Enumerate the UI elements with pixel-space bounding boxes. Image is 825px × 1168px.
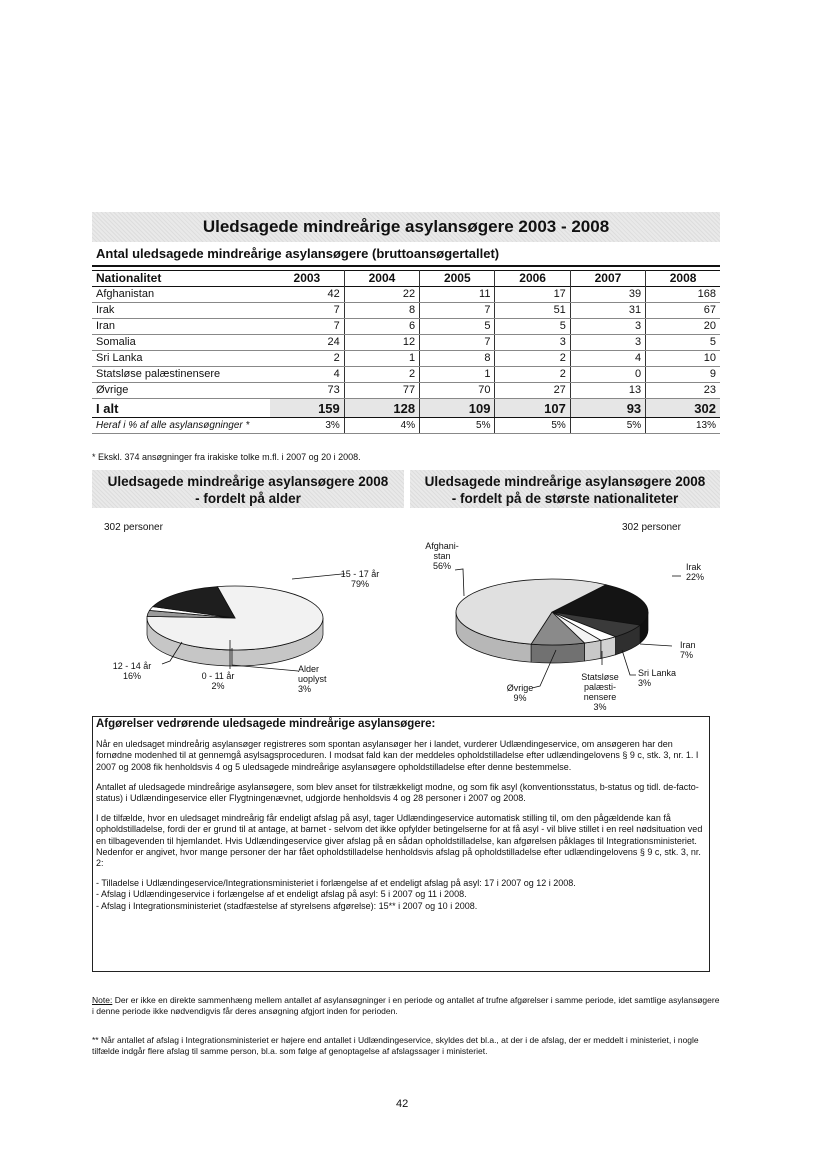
table-cell: 27 [495,383,570,399]
table-cell: 13% [646,418,720,434]
table-cell: 3 [495,335,570,351]
table-cell: 159 [270,399,344,418]
table-row [92,418,720,434]
table-cell: 10 [646,351,720,367]
row-label: Sri Lanka [92,351,270,367]
table-cell: 8 [420,351,495,367]
section-heading: Afgørelser vedrørende uledsagede mindreårige asylansøgere: [96,718,436,730]
paragraph: Når en uledsaget mindreårig asylansøger registreres som spontan asylansøger her i landet, vurderer Udlændingeservice, om ansøgeren har den fornødne modenhed til at gennemgå asylsagsproceduren. I modsat fald kan der meddeles opholdstilladelse efter udlændingelovens § 9 c, stk. 3, nr. 1. I 2007 og 2008 fik henholdsvis 4 og 5 uledsagede mindreårige asylansøgere opholdstilladelse efter denne bestemmelse. [96,739,699,772]
table-cell: 4 [270,367,344,383]
column-header: 2004 [344,271,419,287]
chart-title-line: Uledsagede mindreårige asylansøgere 2008 [424,474,706,489]
table-cell: 77 [344,383,419,399]
table-footnote: * Ekskl. 374 ansøgninger fra irakiske tolke m.fl. i 2007 og 20 i 2008. [92,452,361,462]
table-cell: 5 [646,335,720,351]
table-row [92,287,720,303]
table-cell: 93 [570,399,645,418]
column-header: 2005 [420,271,495,287]
slice-label: 0 - 11 år 2% [201,671,235,691]
table-subtitle: Antal uledsagede mindreårige asylansøgere (bruttoansøgertallet) [96,246,500,261]
table-row [92,335,720,351]
leader-line [292,574,345,579]
table-cell: 8 [344,303,419,319]
slice-label: 15 - 17 år 79% [340,569,380,589]
note-paragraph [92,995,720,1017]
row-label: Heraf i % af alle asylansøgninger * [92,418,270,434]
list-item: - Afslag i Integrationsministeriet (stadfæstelse af styrelsens afgørelse): 15** i 2007 og 10 i 2008. [96,901,706,912]
chart-title-line: Uledsagede mindreårige asylansøgere 2008 [107,474,389,489]
leader-line [640,644,672,646]
note-label: Note: [92,995,113,1005]
age-pie-chart [92,540,404,710]
nationality-pie-chart [410,538,722,716]
table-row [92,367,720,383]
slice-label: Alder uoplyst 3% [298,664,327,694]
row-label: Somalia [92,335,270,351]
chart-total-label: 302 personer [622,522,681,533]
row-label: Irak [92,303,270,319]
table-cell: 5% [495,418,570,434]
slice-label: Øvrige 9% [506,683,534,703]
table-cell: 11 [420,287,495,303]
chart-title-line: - fordelt på alder [195,491,301,506]
table-cell: 302 [646,399,720,418]
row-label: Øvrige [92,383,270,399]
table-row [92,383,720,399]
pie-slice-shade [585,640,601,661]
table-cell: 128 [344,399,419,418]
table-row [92,351,720,367]
table-cell: 109 [420,399,495,418]
table-cell: 5 [420,319,495,335]
leader-line [455,569,464,596]
table-cell: 4% [344,418,419,434]
table-cell: 70 [420,383,495,399]
table-cell: 7 [270,303,344,319]
table-cell: 5 [495,319,570,335]
table-cell: 3 [570,319,645,335]
table-cell: 7 [270,319,344,335]
table-cell: 67 [646,303,720,319]
table-cell: 31 [570,303,645,319]
chart-title-age [92,470,404,508]
column-header: 2007 [570,271,645,287]
row-label: I alt [92,399,270,418]
table-cell: 3 [570,335,645,351]
note-text: Der er ikke en direkte sammenhæng mellem antallet af asylansøgninger i en periode og antallet af trufne afgørelser i samme periode, idet samtlige asylansøgere i denne periode ikke nødvendigvis får deres ansøgning afgjort inden for perioden. [92,995,720,1016]
table-cell: 9 [646,367,720,383]
table-cell: 7 [420,303,495,319]
table-cell: 17 [495,287,570,303]
table-cell: 5% [570,418,645,434]
table-cell: 13 [570,383,645,399]
page-title: Uledsagede mindreårige asylansøgere 2003 - 2008 [92,212,720,242]
table-cell: 2 [495,367,570,383]
slice-label: Afghani-stan 56% [425,541,459,571]
leader-line [622,650,636,675]
table-cell: 0 [570,367,645,383]
table-row [92,399,720,418]
table-cell: 12 [344,335,419,351]
chart-title-line: - fordelt på de største nationaliteter [451,491,679,506]
table-cell: 22 [344,287,419,303]
table-cell: 168 [646,287,720,303]
column-header: 2008 [669,271,697,285]
table-cell: 51 [495,303,570,319]
chart-total-label: 302 personer [104,522,163,533]
chart-title-nationality [410,470,720,508]
table-cell: 20 [646,319,720,335]
table-cell: 2 [495,351,570,367]
row-label: Statsløse palæstinensere [92,367,270,383]
table-cell: 2 [270,351,344,367]
decisions-list [96,878,706,912]
table-cell: 73 [270,383,344,399]
decisions-section [92,716,710,972]
table-row [92,319,720,335]
table-cell: 1 [420,367,495,383]
table-cell: 23 [646,383,720,399]
row-label: Afghanistan [92,287,270,303]
slice-label: Sri Lanka 3% [638,668,677,688]
paragraph: Antallet af uledsagede mindreårige asylansøgere, som blev anset for tilstrækkeligt modne, og som fik asyl (konventionsstatus, b-status og tidl. de-facto-status) i Udlændingeservice eller Flygtningenævnet, udgjorde henholdsvis 4 og 28 personer i 2007 og 2008. [96,781,699,804]
table-row [92,303,720,319]
slice-label: Statsløse palæsti-nensere 3% [581,672,619,712]
table-cell: 39 [570,287,645,303]
table-cell: 107 [495,399,570,418]
column-header: 2006 [495,271,570,287]
table-cell: 1 [344,351,419,367]
slice-label: Irak 22% [686,562,705,582]
table-cell: 2 [344,367,419,383]
footnote-paragraph: ** Når antallet af afslag i Integrationsministeriet er højere end antallet i Udlændingeservice, skyldes det bl.a., at der i de afslag, der er meddelt i ministeriet, i nogle tilfælde indgår flere afslag til samme person, bl.a. som følge af genoptagelse af afslagssager i ministeriet. [92,1035,699,1056]
page-number: 42 [396,1098,409,1110]
table-cell: 24 [270,335,344,351]
table-body [92,287,720,434]
table-cell: 4 [570,351,645,367]
table-header-row [92,271,720,287]
slice-label: 12 - 14 år 16% [112,661,152,681]
pie-slice-shade [531,643,584,663]
table-cell: 6 [344,319,419,335]
paragraph: I de tilfælde, hvor en uledsaget mindreårig får endeligt afslag på asyl, tager Udlændingeservice automatisk stilling til, om den pågældende kan få opholdstilladelse, fordi der er grund til at antage, at barnet - selvom det ikke opfylder betingelserne for at få asyl - vil blive stillet i en reel nødsituation ved en tilbagevenden til hjemlandet. Hvis Udlændingeservice giver afslag på en sådan opholdstilladelse, kan afgørelsen påklages til Integrationsministeriet. Nedenfor er angivet, hvor mange personer der har fået opholdstilladelse henholdsvis afslag på opholdstilladelse efter udlændingelovens § 9 c, stk. 3, nr. 2: [96,813,703,869]
row-label: Iran [92,319,270,335]
divider [92,265,720,267]
table-cell: 42 [270,287,344,303]
table-cell: 7 [420,335,495,351]
slice-label: Iran 7% [680,640,696,660]
table-cell: 3% [270,418,344,434]
list-item: - Tilladelse i Udlændingeservice/Integrationsministeriet i forlængelse af et endeligt afslag på asyl: 17 i 2007 og 12 i 2008. [96,878,706,889]
table-cell: 5% [420,418,495,434]
column-header: Nationalitet [96,271,162,285]
column-header: 2003 [270,271,344,287]
list-item: - Afslag i Udlændingeservice i forlængelse af et endeligt afslag på asyl: 5 i 2007 og 11 i 2008. [96,889,706,900]
asylum-table [92,270,720,434]
